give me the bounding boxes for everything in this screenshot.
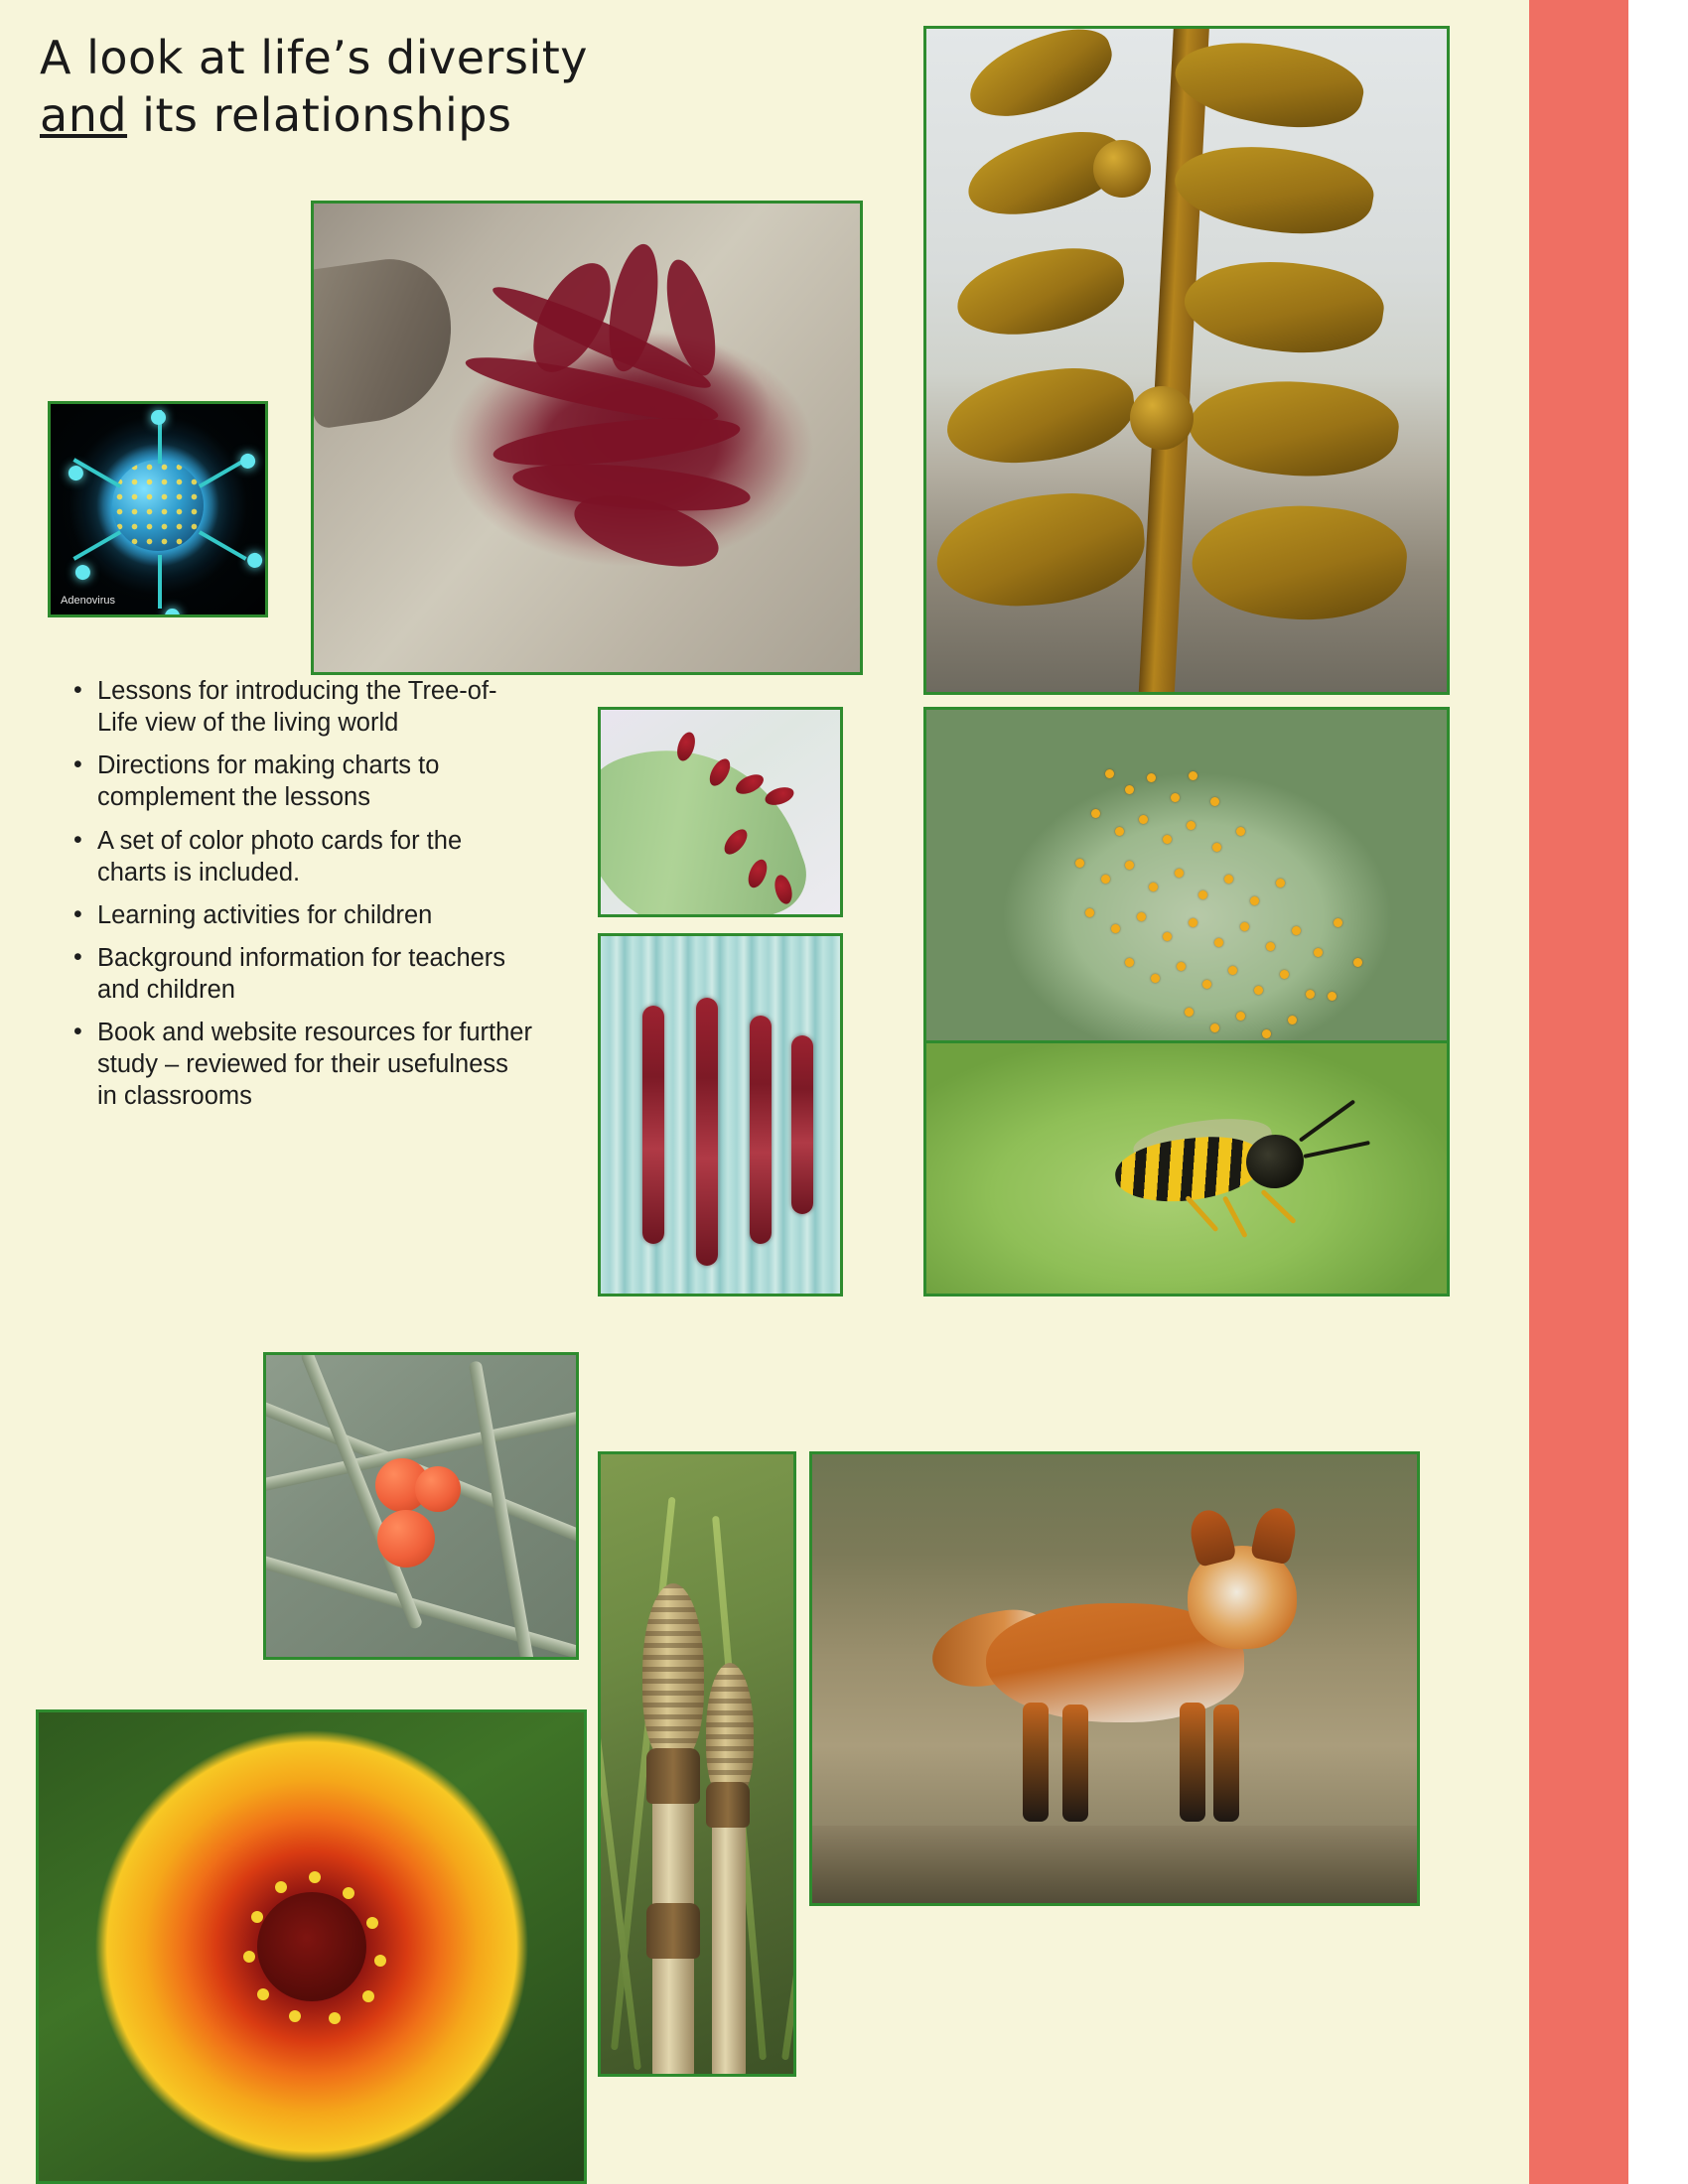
feature-bullet-list [68,675,534,1124]
kelp-image-content [926,29,1447,692]
fox-leg [1023,1703,1049,1822]
ephedra-with-red-berries-photo [263,1352,579,1660]
horsetail-strobilus-photo [598,1451,796,2077]
spore-micrograph-content [601,710,840,914]
ephedra-image-content [266,1355,576,1657]
horsetail-sheath [646,1903,700,1959]
sporangia-cross-section-micrograph [598,933,843,1297]
title-line-2 [40,87,834,145]
virus-fiber-knob-icon [151,410,166,425]
sporangium-column [642,1006,664,1244]
sporangium-column [750,1016,772,1244]
kelp-stipe [1137,26,1209,695]
kelp-blade [1186,370,1403,485]
ground [812,1826,1417,1903]
fox-leg [1180,1703,1205,1822]
rust-fungus-on-leaf-photo [923,707,1450,1082]
wasp-leg [1185,1195,1218,1233]
sporangium-column [791,1035,813,1214]
virus-spike-icon [72,530,121,560]
rust-leaf-content [926,710,1447,1079]
kelp-blade [951,241,1129,343]
wasp-antenna [1304,1141,1370,1159]
brown-kelp-blades-photo [923,26,1450,695]
sporangium-column [696,998,718,1266]
kelp-blade [932,488,1148,612]
sporangia-micrograph-content [601,936,840,1294]
virus-spike-icon [199,530,247,560]
wasp-image-content [926,1043,1447,1294]
spore-micrograph-photo [598,707,843,917]
right-accent-band [1529,0,1628,2184]
list-item: • Directions for making charts to complement the lessons [93,750,534,813]
kelp-blade [959,26,1122,129]
kelp-float-bladder [1093,140,1151,198]
virus-fiber-knob-icon [237,451,257,471]
zinnia-center [257,1892,366,2001]
virus-capsomere-pattern [112,460,204,551]
adenovirus-illustration [48,401,268,617]
horsetail-cone [642,1583,704,1762]
title-underlined-word: and [40,87,128,142]
virus-fiber-knob-icon [165,609,180,617]
list-item: • Learning activities for children [93,899,534,931]
list-item: • Lessons for introducing the Tree-of-Life view of the living world [93,675,534,739]
horsetail-image-content [601,1454,793,2074]
red-fox-photo [809,1451,1420,1906]
red-algae-image-content [314,204,860,672]
virus-caption-label: Adenovirus [61,595,116,607]
zinnia-image-content [39,1712,584,2181]
ephedra-berry [377,1510,435,1568]
rock-shape [311,251,463,429]
right-margin [1628,0,1688,2184]
fox-leg [1062,1705,1088,1822]
horsetail-sheath [706,1782,750,1828]
wasp-leg [1260,1189,1297,1225]
virus-fiber-knob-icon [72,562,92,582]
adenovirus-image-content [51,404,265,614]
kelp-blade [942,361,1139,470]
kelp-blade [1188,496,1410,628]
zinnia-flower-photo [36,1709,587,2184]
fox-image-content [812,1454,1417,1903]
fox-leg [1213,1705,1239,1822]
ephedra-stem [263,1554,579,1660]
ephedra-berry [415,1466,461,1512]
red-algae-on-beach-photo [311,201,863,675]
list-item: • Background information for teachers and children [93,942,534,1006]
page-title [40,30,834,144]
wasp-leg [1222,1195,1248,1238]
kelp-blade [1180,249,1389,365]
list-item: • A set of color photo cards for the charts is included. [93,825,534,888]
grass-blade [781,1637,796,2061]
yellowjacket-wasp-on-leaf-photo [923,1040,1450,1297]
list-item: • Book and website resources for further study – reviewed for their usefulness in classrooms [93,1017,534,1112]
virus-spike-icon [158,555,162,609]
title-line-1: A look at life’s diversity [40,31,588,84]
kelp-float-bladder [1130,386,1194,450]
horsetail-sheath [646,1748,700,1804]
wasp-antenna [1299,1099,1355,1142]
fox-ear [1186,1506,1237,1568]
virus-fiber-knob-icon [244,550,264,570]
title-line-2-rest: its relationships [127,87,512,142]
fox-ear [1250,1504,1300,1565]
horsetail-cone [706,1663,754,1802]
